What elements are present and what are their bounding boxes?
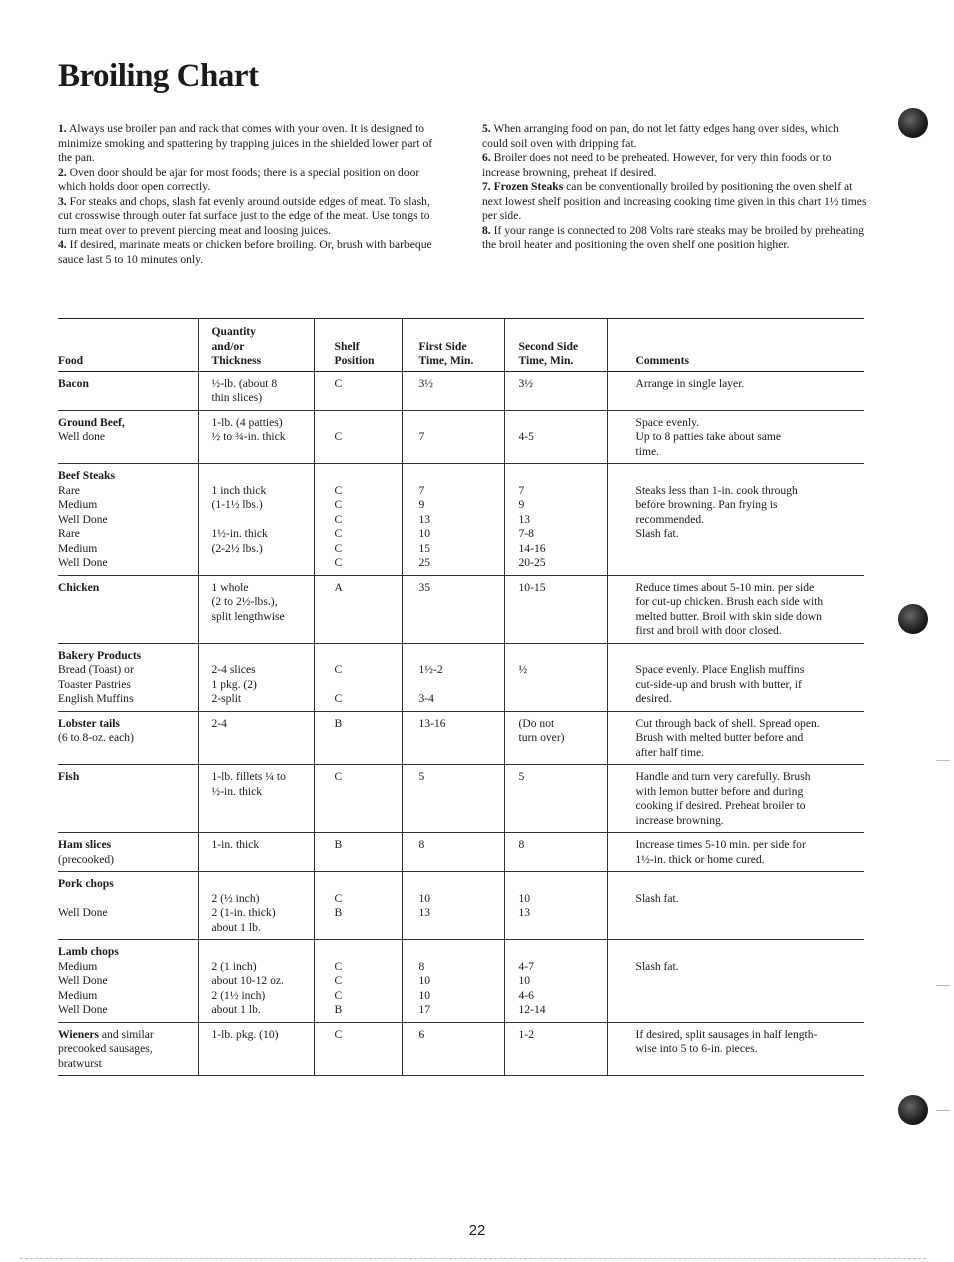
second-side-cell: 3½ [504, 371, 607, 410]
food-cell [58, 575, 198, 643]
header-first-side: First Side Time, Min. [402, 319, 504, 372]
quantity-cell: 2-4 [198, 711, 314, 765]
instruction-number: 3. [58, 194, 67, 208]
food-name: Fish [58, 770, 80, 783]
food-cell [58, 711, 198, 765]
instruction-number: 4. [58, 238, 67, 251]
instruction-number: 6. [482, 151, 491, 164]
header-quantity: Quantity and/or Thickness [198, 319, 314, 372]
food-name: Pork chops [58, 877, 114, 890]
instruction-text: For steaks and chops, slash fat evenly around outside edges of meat. To slash, cut crosswise through outer fat surface just to the edge of the meat. Use tongs to turn meat over to prevent piercing meat and loosing juices. [58, 194, 430, 237]
bottom-divider [20, 1258, 926, 1259]
header-second-side: Second Side Time, Min. [504, 319, 607, 372]
shelf-cell: C B [314, 872, 402, 940]
instruction-item [58, 166, 443, 195]
food-name: Chicken [58, 580, 100, 594]
instruction-number: 1. [58, 122, 67, 135]
second-side-cell: 10 13 [504, 872, 607, 940]
comments-cell: Cut through back of shell. Spread open. Brush with melted butter before and after half time. [607, 711, 864, 765]
instruction-text: Oven door should be ajar for most foods; there is a special position on door which holds door open correctly. [58, 165, 420, 193]
instruction-item [482, 151, 867, 180]
first-side-cell: 1½-2 3-4 [402, 643, 504, 711]
shelf-cell: C [314, 410, 402, 464]
second-side-cell: 4-5 [504, 410, 607, 464]
food-variant: Bread (Toast) or Toaster Pastries English Muffins [58, 663, 134, 705]
food-cell [58, 371, 198, 410]
food-cell [58, 872, 198, 940]
comments-cell: Reduce times about 5-10 min. per side for cut-up chicken. Brush each side with melted butter. Broil with skin side down first and broil with door closed. [607, 575, 864, 643]
first-side-cell: 10 13 [402, 872, 504, 940]
quantity-cell: 2 (1 inch) about 10-12 oz. 2 (1½ inch) about 1 lb. [198, 940, 314, 1023]
food-variant: and similar precooked sausages, bratwurst [58, 1027, 154, 1070]
first-side-cell: 13-16 [402, 711, 504, 765]
instruction-text: If your range is connected to 208 Volts rare steaks may be broiled by preheating the broil heater and positioning the oven shelf one position higher. [482, 223, 865, 251]
table-row [58, 833, 864, 872]
instruction-text: When arranging food on pan, do not let fatty edges hang over sides, which could soil oven with dripping fat. [482, 122, 839, 150]
quantity-cell: 2-4 slices 1 pkg. (2) 2-split [198, 643, 314, 711]
second-side-cell: 8 [504, 833, 607, 872]
comments-cell: Arrange in single layer. [607, 371, 864, 410]
shelf-cell: C C C C C C [314, 464, 402, 576]
first-side-cell: 5 [402, 765, 504, 833]
comments-cell: Increase times 5-10 min. per side for 1½-in. thick or home cured. [607, 833, 864, 872]
comments-cell: Space evenly. Up to 8 patties take about same time. [607, 410, 864, 464]
table-row [58, 940, 864, 1023]
binder-hole-icon [898, 1095, 928, 1125]
food-cell [58, 1022, 198, 1076]
table-header-row [58, 319, 864, 372]
first-side-cell: 8 [402, 833, 504, 872]
food-name: Ground Beef, [58, 415, 125, 429]
header-shelf: Shelf Position [314, 319, 402, 372]
comments-cell: Slash fat. [607, 872, 864, 940]
food-cell [58, 643, 198, 711]
instruction-text: Broiler does not need to be preheated. However, for very thin foods or to increase browning, preheat if desired. [482, 151, 832, 179]
food-name: Lamb chops [58, 945, 119, 958]
first-side-cell: 7 [402, 410, 504, 464]
instruction-text: Always use broiler pan and rack that comes with your oven. It is designed to minimize smoking and spattering by trapping juices in the shielded lower part of the pan. [58, 122, 433, 164]
shelf-cell: C C C B [314, 940, 402, 1023]
shelf-cell: B [314, 833, 402, 872]
table-row [58, 575, 864, 643]
comments-cell: Handle and turn very carefully. Brush with lemon butter before and during cooking if desired. Preheat broiler to increase browning. [607, 765, 864, 833]
instruction-number: 2. [58, 165, 67, 179]
instruction-item [58, 238, 443, 267]
food-variant: Rare Medium Well Done Rare Medium Well Done [58, 483, 108, 569]
food-cell [58, 410, 198, 464]
table-row [58, 872, 864, 940]
food-cell [58, 833, 198, 872]
first-side-cell: 7 9 13 10 15 25 [402, 464, 504, 576]
quantity-cell: 1-lb. fillets ¼ to ½-in. thick [198, 765, 314, 833]
quantity-cell: ½-lb. (about 8 thin slices) [198, 371, 314, 410]
food-name: Beef Steaks [58, 469, 115, 482]
second-side-cell: ½ [504, 643, 607, 711]
shelf-cell: C [314, 1022, 402, 1076]
quantity-cell: 2 (½ inch) 2 (1-in. thick) about 1 lb. [198, 872, 314, 940]
table-body [58, 371, 864, 1076]
quantity-cell: 1-in. thick [198, 833, 314, 872]
instructions-right-column [482, 122, 867, 253]
food-name: Bakery Products [58, 648, 142, 662]
quantity-cell: 1 whole (2 to 2½-lbs.), split lengthwise [198, 575, 314, 643]
header-comments: Comments [607, 319, 864, 372]
shelf-cell: A [314, 575, 402, 643]
edge-mark [936, 760, 950, 761]
second-side-cell: 5 [504, 765, 607, 833]
header-food: Food [58, 319, 198, 372]
table-row [58, 643, 864, 711]
food-name: Wieners [58, 1027, 100, 1041]
table-row [58, 1022, 864, 1076]
second-side-cell: (Do not turn over) [504, 711, 607, 765]
quantity-cell: 1 inch thick (1-1½ lbs.) 1½-in. thick (2-2½ lbs.) [198, 464, 314, 576]
instruction-item [58, 122, 443, 166]
comments-cell: Slash fat. [607, 940, 864, 1023]
table-row [58, 464, 864, 576]
food-cell [58, 765, 198, 833]
first-side-cell: 3½ [402, 371, 504, 410]
binder-hole-icon [898, 108, 928, 138]
first-side-cell: 8 10 10 17 [402, 940, 504, 1023]
comments-cell: Steaks less than 1-in. cook through before browning. Pan frying is recommended. Slash fat. [607, 464, 864, 576]
table-row [58, 410, 864, 464]
first-side-cell: 35 [402, 575, 504, 643]
food-variant: Medium Well Done Medium Well Done [58, 959, 108, 1016]
food-variant: Well Done [58, 906, 108, 919]
food-name: Ham slices [58, 838, 112, 851]
food-name: Bacon [58, 376, 89, 390]
instruction-text: If desired, marinate meats or chicken before broiling. Or, brush with barbeque sauce last 5 to 10 minutes only. [58, 238, 432, 266]
comments-cell: Space evenly. Place English muffins cut-side-up and brush with butter, if desired. [607, 643, 864, 711]
food-cell [58, 464, 198, 576]
instruction-number: 7. Frozen Steaks [482, 180, 564, 193]
page-number: 22 [468, 1222, 486, 1239]
instruction-item [482, 224, 867, 253]
table-row [58, 711, 864, 765]
food-variant: (6 to 8-oz. each) [58, 731, 134, 744]
food-cell [58, 940, 198, 1023]
edge-mark [936, 1110, 950, 1111]
instruction-number: 8. [482, 223, 491, 237]
comments-cell: If desired, split sausages in half length- wise into 5 to 6-in. pieces. [607, 1022, 864, 1076]
instructions-left-column [58, 122, 443, 267]
second-side-cell: 1-2 [504, 1022, 607, 1076]
page-title: Broiling Chart [58, 58, 259, 94]
second-side-cell: 7 9 13 7-8 14-16 20-25 [504, 464, 607, 576]
food-variant: Well done [58, 430, 106, 443]
second-side-cell: 4-7 10 4-6 12-14 [504, 940, 607, 1023]
shelf-cell: C [314, 371, 402, 410]
food-variant: (precooked) [58, 852, 115, 866]
table-row [58, 765, 864, 833]
food-name: Lobster tails [58, 716, 120, 730]
instruction-item [58, 195, 443, 239]
instruction-text: can be conventionally broiled by positioning the oven shelf at next lowest shelf position and increasing cooking time given in this chart 1½ times per side. [482, 180, 867, 222]
instruction-item [482, 180, 867, 224]
shelf-cell: C C [314, 643, 402, 711]
table-row [58, 371, 864, 410]
binder-hole-icon [898, 604, 928, 634]
second-side-cell: 10-15 [504, 575, 607, 643]
instruction-number: 5. [482, 122, 491, 135]
instruction-item [482, 122, 867, 151]
first-side-cell: 6 [402, 1022, 504, 1076]
edge-mark [936, 985, 950, 986]
shelf-cell: B [314, 711, 402, 765]
broiling-chart-table [58, 318, 864, 1076]
shelf-cell: C [314, 765, 402, 833]
quantity-cell: 1-lb. (4 patties) ½ to ¾-in. thick [198, 410, 314, 464]
quantity-cell: 1-lb. pkg. (10) [198, 1022, 314, 1076]
